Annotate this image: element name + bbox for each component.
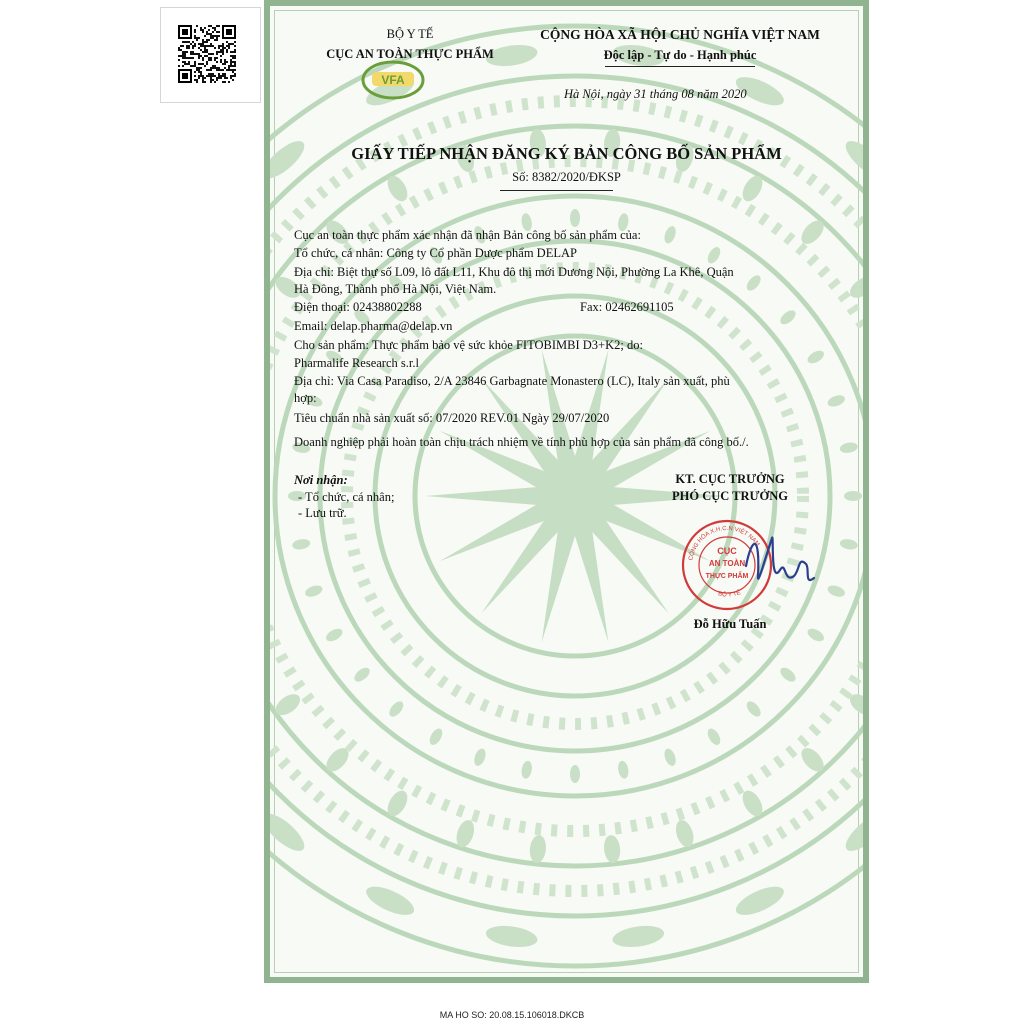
address-line-1: Địa chỉ: Biệt thự số L09, lô đất L11, Khu đô thị mới Dương Nội, Phường La Khê, Quận <box>294 265 734 279</box>
signer-name: Đỗ Hữu Tuấn <box>693 617 767 631</box>
vfa-logo-text: VFA <box>381 73 405 87</box>
manufacturer-address-line-1: Địa chỉ: Via Casa Paradiso, 2/A 23846 Garbagnate Monastero (LC), Italy sản xuất, phù <box>294 374 730 388</box>
stamp-line: AN TOÀN <box>708 559 746 568</box>
document-number: Số: 8382/2020/ĐKSP <box>512 170 621 184</box>
manufacturer-line: Pharmalife Research s.r.l <box>294 356 419 370</box>
manufacturer-address-line-2: hợp: <box>294 391 317 405</box>
stamp-line: THỰC PHẨM <box>705 573 749 580</box>
organization-line: Tổ chức, cá nhân: Công ty Cổ phần Dược phẩm DELAP <box>294 246 577 260</box>
signer-title-1: KT. CỤC TRƯỞNG <box>675 472 785 486</box>
qr-code <box>178 25 236 83</box>
motto-underline <box>605 66 755 67</box>
stamp-line: CỤC <box>717 546 737 556</box>
dossier-code: MA HO SO: 20.08.15.106018.DKCB <box>439 1010 585 1020</box>
nation-name: CỘNG HÒA XÃ HỘI CHỦ NGHĨA VIỆT NAM <box>540 27 820 42</box>
number-underline <box>500 190 613 191</box>
agency-name: CỤC AN TOÀN THỰC PHẨM <box>326 47 494 61</box>
stamp-ring-top-text: CỘNG HÒA X.H.C.N VIỆT NAM <box>688 525 761 561</box>
vfa-logo <box>358 58 428 102</box>
recipients-heading: Nơi nhận: <box>294 473 348 487</box>
certificate-document <box>264 0 869 983</box>
document-title: GIẤY TIẾP NHẬN ĐĂNG KÝ BẢN CÔNG BỐ SẢN PHẨM <box>351 144 782 163</box>
email-line: Email: delap.pharma@delap.vn <box>294 319 453 333</box>
recipient-item: - Tổ chức, cá nhân; <box>298 490 395 504</box>
address-line-2: Hà Đông, Thành phố Hà Nội, Việt Nam. <box>294 282 497 296</box>
product-line: Cho sản phẩm: Thực phẩm bảo vệ sức khỏe FITOBIMBI D3+K2; do: <box>294 338 643 352</box>
signer-title-2: PHÓ CỤC TRƯỞNG <box>672 489 788 503</box>
recipient-item: - Lưu trữ. <box>298 506 347 520</box>
responsibility-line: Doanh nghiệp phải hoàn toàn chịu trách nhiệm về tính phù hợp của sản phẩm đã công bố./. <box>294 435 749 449</box>
ministry-name: BỘ Y TẾ <box>386 27 434 41</box>
standard-line: Tiêu chuẩn nhà sản xuất số: 07/2020 REV.01 Ngày 29/07/2020 <box>294 411 610 425</box>
phone-line: Điện thoại: 02438802288 <box>294 300 422 314</box>
national-motto: Độc lập - Tự do - Hạnh phúc <box>603 48 757 62</box>
intro-line: Cục an toàn thực phẩm xác nhận đã nhận Bản công bố sản phẩm của: <box>294 228 641 242</box>
place-date: Hà Nội, ngày 31 tháng 08 năm 2020 <box>564 87 747 101</box>
handwritten-signature <box>740 526 820 596</box>
stamp-ring-bottom-text: BỘ Y TẾ <box>717 590 742 599</box>
fax-line: Fax: 02462691105 <box>580 300 674 314</box>
